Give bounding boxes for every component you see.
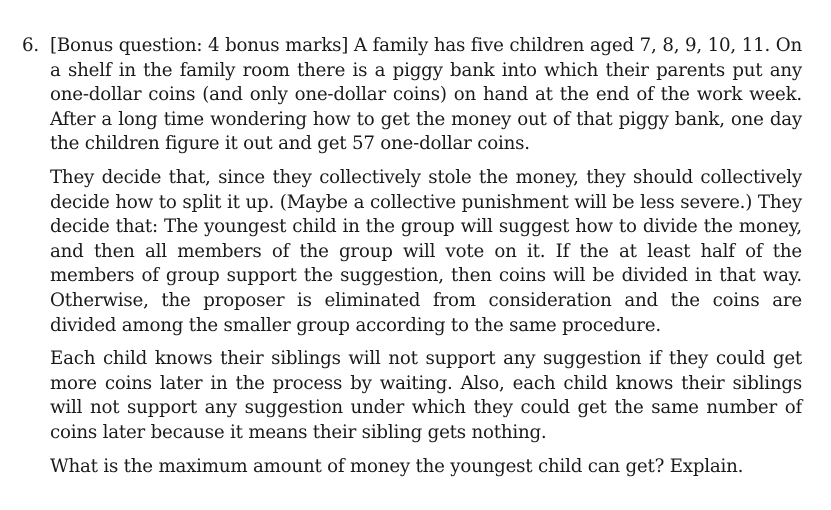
question-paragraph-rules: They decide that, since they collectively stole the money, they should collectively decide how to split it up. (Maybe a collective punishment will be less severe.) They decide that: The youngest child in the group will suggest how to divide the money, and then all members of the group will vote on it. If the at least half of the members of group support the suggestion, then coins will be divided in that way. Otherwise, the proposer is eliminated from consideration and the coins are divided among the smaller group according to the same procedure. <box>50 166 802 336</box>
question-paragraph-assumptions: Each child knows their siblings will not support any suggestion if they could get more coins later in the process by waiting. Also, each child knows their siblings will not support any suggestion under which they could get the same number of coins later because it means their sibling gets nothing. <box>50 348 802 443</box>
question-number: 6. <box>22 35 39 56</box>
question-paragraph-setup: [Bonus question: 4 bonus marks] A family has five children aged 7, 8, 9, 10, 11. On a shelf in the family room there is a piggy bank into which their parents put any one-dollar coins (and only one-dollar coins) on hand at the end of the work week. After a long time wondering how to get the money out of that piggy bank, one day the children figure it out and get 57 one-dollar coins. <box>50 35 802 155</box>
question-paragraph-ask: What is the maximum amount of money the youngest child can get? Explain. <box>50 455 744 477</box>
question-body <box>50 34 802 479</box>
question-6 <box>22 34 802 488</box>
